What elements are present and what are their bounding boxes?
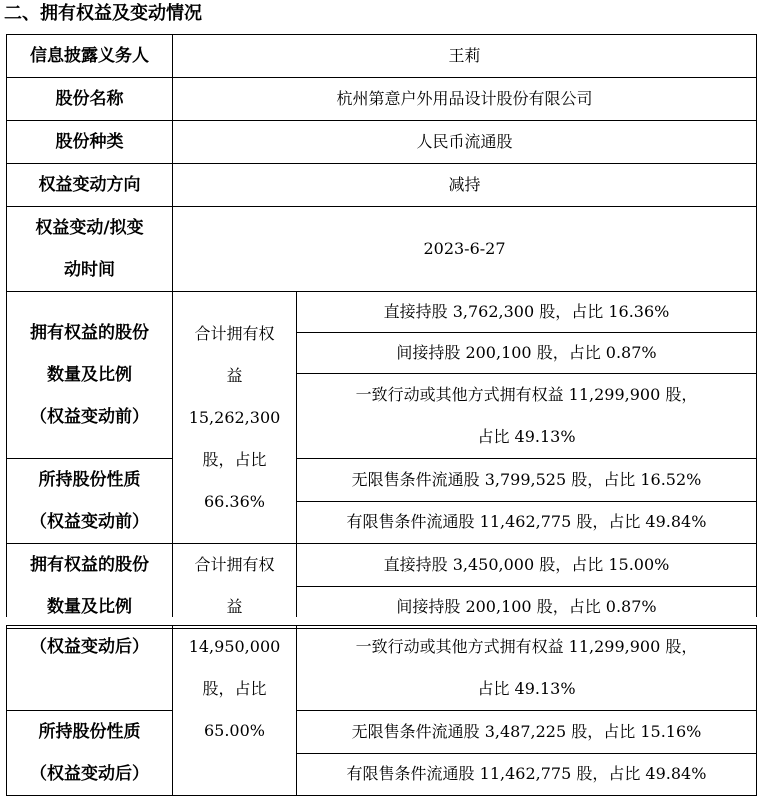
nature-label-before [7,459,173,544]
total-line: 益 [226,597,243,616]
concert-holding [297,374,757,459]
field-label [7,207,173,292]
label-line: （权益变动前） [30,407,149,427]
direct-holding: 直接持股 3,762,300 股，占比 16.36% [297,292,757,333]
field-value: 王莉 [173,35,757,78]
total-line: 股，占比 [202,679,267,698]
indirect-holding: 间接持股 200,100 股，占比 0.87% [297,333,757,374]
total-line: 股，占比 [202,449,267,469]
label-line: 数量及比例 [47,597,132,617]
field-label: 股份名称 [7,78,173,121]
unrestricted-shares: 无限售条件流通股 3,487,225 股，占比 15.16% [297,711,757,754]
label-line: 动时间 [64,260,115,280]
label-line: （权益变动后） [30,764,149,784]
table-row [7,711,757,754]
holding-label-before [7,292,173,459]
field-value: 人民币流通股 [173,121,757,164]
value-line: 一致行动或其他方式拥有权益 11,299,900 股， [355,385,698,404]
label-line: （权益变动前） [30,512,149,532]
total-line: 益 [226,365,243,385]
concert-holding [297,626,757,711]
total-holding-after-cont [173,626,297,796]
holding-label-after-cont: （权益变动后） [7,626,173,711]
table-row [7,292,757,333]
label-line: 所持股份性质 [38,722,141,742]
restricted-shares: 有限售条件流通股 11,462,775 股，占比 49.84% [297,753,757,796]
table-row [7,78,757,121]
section-title: 二、拥有权益及变动情况 [4,3,202,24]
equity-table-part2 [6,625,757,796]
total-line: 66.36% [203,491,265,511]
page-break-gap [0,617,759,625]
table-row [7,626,757,711]
table-row [7,544,757,587]
total-line: 14,950,000 [188,637,281,656]
total-line: 合计拥有权 [194,555,275,574]
field-label: 信息披露义务人 [7,35,173,78]
total-line: 65.00% [203,721,265,740]
label-line: 拥有权益的股份 [30,323,149,343]
field-value: 杭州第意户外用品设计股份有限公司 [173,78,757,121]
label-line: 所持股份性质 [38,470,141,490]
label-line: 数量及比例 [47,365,132,385]
value-line: 占比 49.13% [477,679,576,698]
total-holding-after [173,544,297,629]
equity-table-part1 [6,34,757,629]
label-line: 拥有权益的股份 [30,555,149,575]
total-line: 15,262,300 [188,407,281,427]
field-value: 减持 [173,164,757,207]
unrestricted-shares: 无限售条件流通股 3,799,525 股，占比 16.52% [297,459,757,502]
label-line: 权益变动/拟变 [35,218,144,238]
indirect-holding: 间接持股 200,100 股，占比 0.87% [297,586,757,629]
change-date: 2023-6-27 [173,207,757,292]
field-label: 权益变动方向 [7,164,173,207]
total-holding-before [173,292,297,544]
direct-holding: 直接持股 3,450,000 股，占比 15.00% [297,544,757,587]
total-line: 合计拥有权 [194,323,275,343]
restricted-shares: 有限售条件流通股 11,462,775 股，占比 49.84% [297,501,757,544]
nature-label-after [7,711,173,796]
table-row [7,164,757,207]
table-row [7,207,757,292]
field-label: 股份种类 [7,121,173,164]
table-row [7,459,757,502]
holding-label-after [7,544,173,629]
value-line: 占比 49.13% [477,427,576,446]
table-row [7,121,757,164]
value-line: 一致行动或其他方式拥有权益 11,299,900 股， [355,637,698,656]
table-row [7,35,757,78]
